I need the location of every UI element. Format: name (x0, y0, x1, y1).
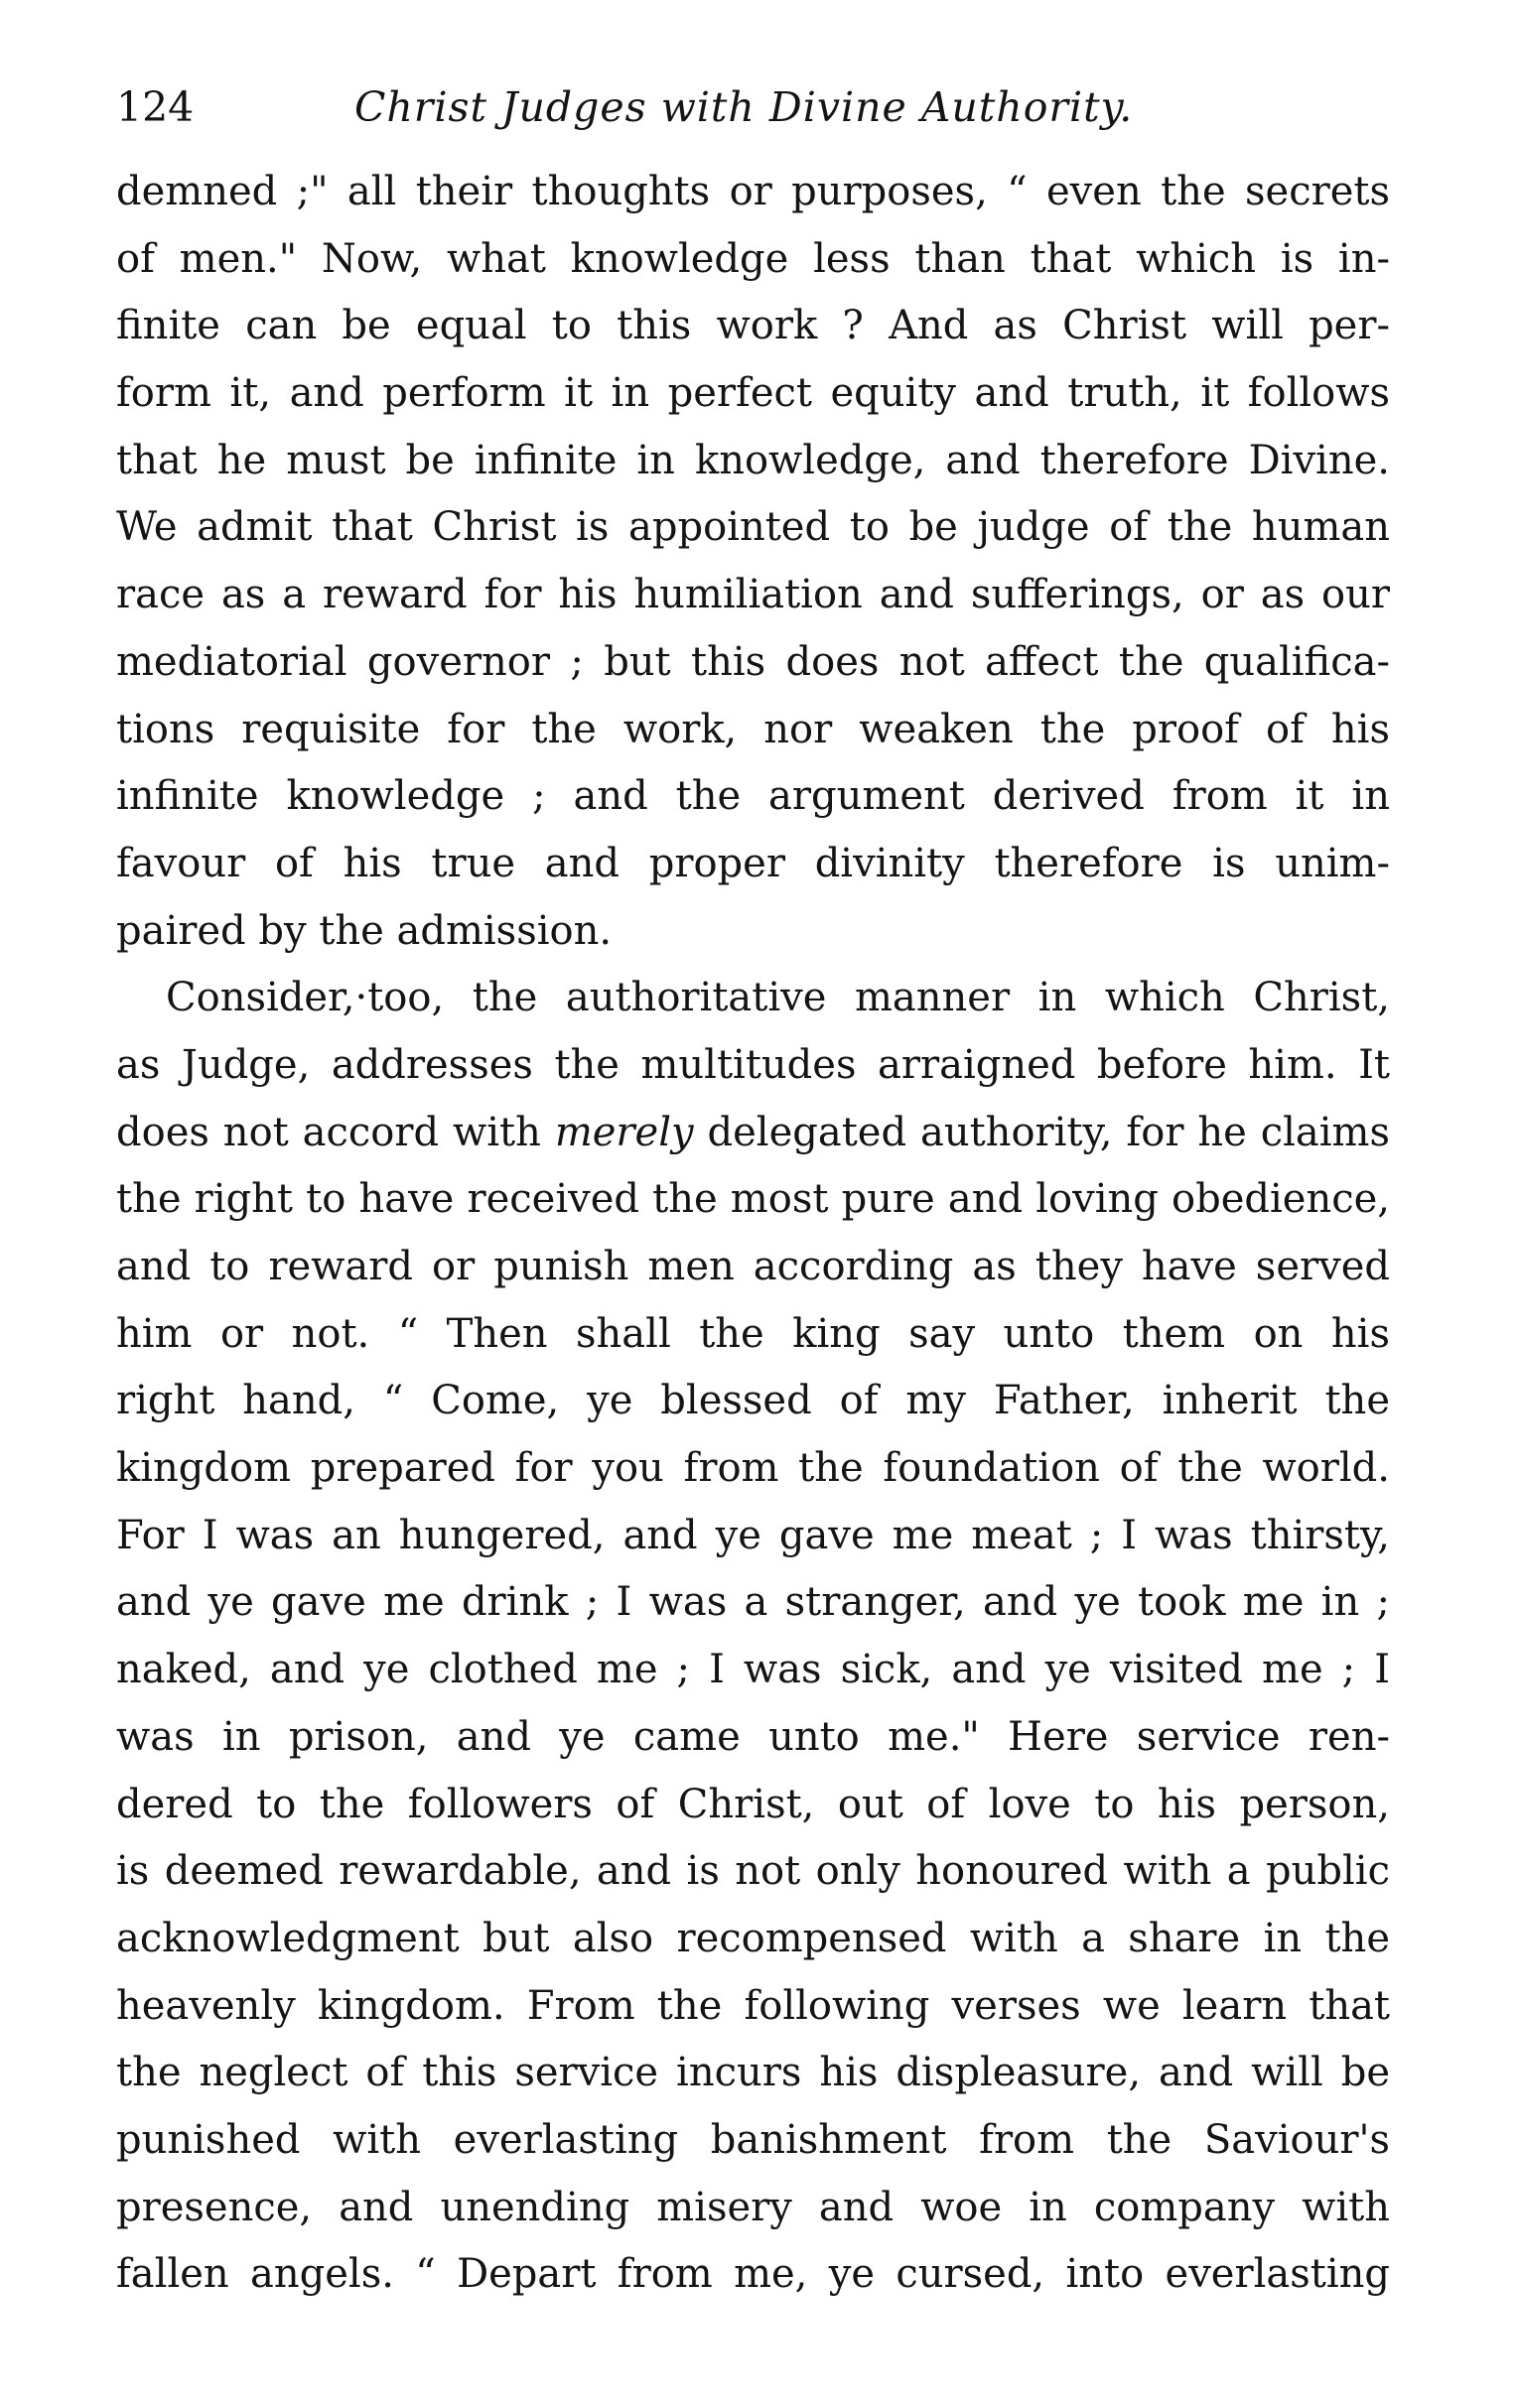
text-line: tions requisite for the work, nor weaken the proof of his (116, 706, 1390, 752)
text-line: heavenly kingdom. From the following verses we learn that (116, 1982, 1390, 2029)
text-line: the right to have received the most pure and loving obedience, (116, 1176, 1390, 1223)
text-line: of men." Now, what knowledge less than that which is in- (116, 235, 1390, 282)
text-line: For I was an hungered, and ye gave me meat ; I was thirsty, (116, 1512, 1390, 1558)
text-line: finite can be equal to this work ? And as Christ will per- (116, 303, 1390, 349)
emphasis-word: merely (554, 1109, 694, 1155)
text-line: paired by the admission. (116, 907, 613, 954)
text-line: naked, and ye clothed me ; I was sick, and ye visited me ; I (116, 1647, 1390, 1693)
text-line: mediatorial governor ; but this does not affect the qualifica- (116, 638, 1390, 685)
text-line: form it, and perform it in perfect equity and truth, it follows (116, 370, 1390, 417)
text-line: Consider,·too, the authoritative manner in which Christ, (166, 975, 1390, 1021)
running-head (116, 77, 1390, 137)
text-line: kingdom prepared for you from the foundation of the world. (116, 1445, 1390, 1492)
text-line: him or not. “ Then shall the king say unto them on his (116, 1310, 1390, 1357)
text-line: the neglect of this service incurs his displeasure, and will be (116, 2050, 1390, 2096)
running-title: Christ Judges with Divine Authority. (354, 83, 1134, 131)
text-line: was in prison, and ye came unto me." Here service ren- (116, 1713, 1390, 1760)
text-line: as Judge, addresses the multitudes arraigned before him. It (116, 1041, 1390, 1088)
book-page (116, 77, 1390, 2309)
text-line: that he must be infinite in knowledge, and therefore Divine. (116, 437, 1390, 483)
text-line: and ye gave me drink ; I was a stranger, and ye took me in ; (116, 1579, 1390, 1626)
page-number: 124 (116, 83, 195, 131)
text-segment: delegated authority, for he claims (693, 1109, 1390, 1155)
text-line: We admit that Christ is appointed to be judge of the human (116, 504, 1390, 551)
text-line: infinite knowledge ; and the argument derived from it in (116, 773, 1390, 820)
text-line: right hand, “ Come, ye blessed of my Father, inherit the (116, 1378, 1390, 1424)
text-line: is deemed rewardable, and is not only honoured with a public (116, 1848, 1390, 1895)
text-segment: does not accord with (116, 1109, 555, 1155)
body-text (116, 159, 1390, 2309)
text-line-with-emphasis (116, 1100, 1390, 1167)
text-line: favour of his true and proper divinity therefore is unim- (116, 840, 1390, 886)
text-line: fallen angels. “ Depart from me, ye cursed, into everlasting (116, 2251, 1390, 2298)
text-line: punished with everlasting banishment from the Saviour's (116, 2116, 1390, 2163)
text-line: demned ;" all their thoughts or purposes, “ even the secrets (116, 169, 1390, 214)
text-line: acknowledgment but also recompensed with a share in the (116, 1915, 1390, 1961)
paragraph-2 (116, 965, 1390, 2309)
paragraph-1 (116, 159, 1390, 965)
text-line: presence, and unending misery and woe in company with (116, 2184, 1390, 2230)
text-line: dered to the followers of Christ, out of love to his person, (116, 1781, 1390, 1827)
text-line: and to reward or punish men according as they have served (116, 1244, 1390, 1289)
text-line: race as a reward for his humiliation and sufferings, or as our (116, 572, 1390, 618)
